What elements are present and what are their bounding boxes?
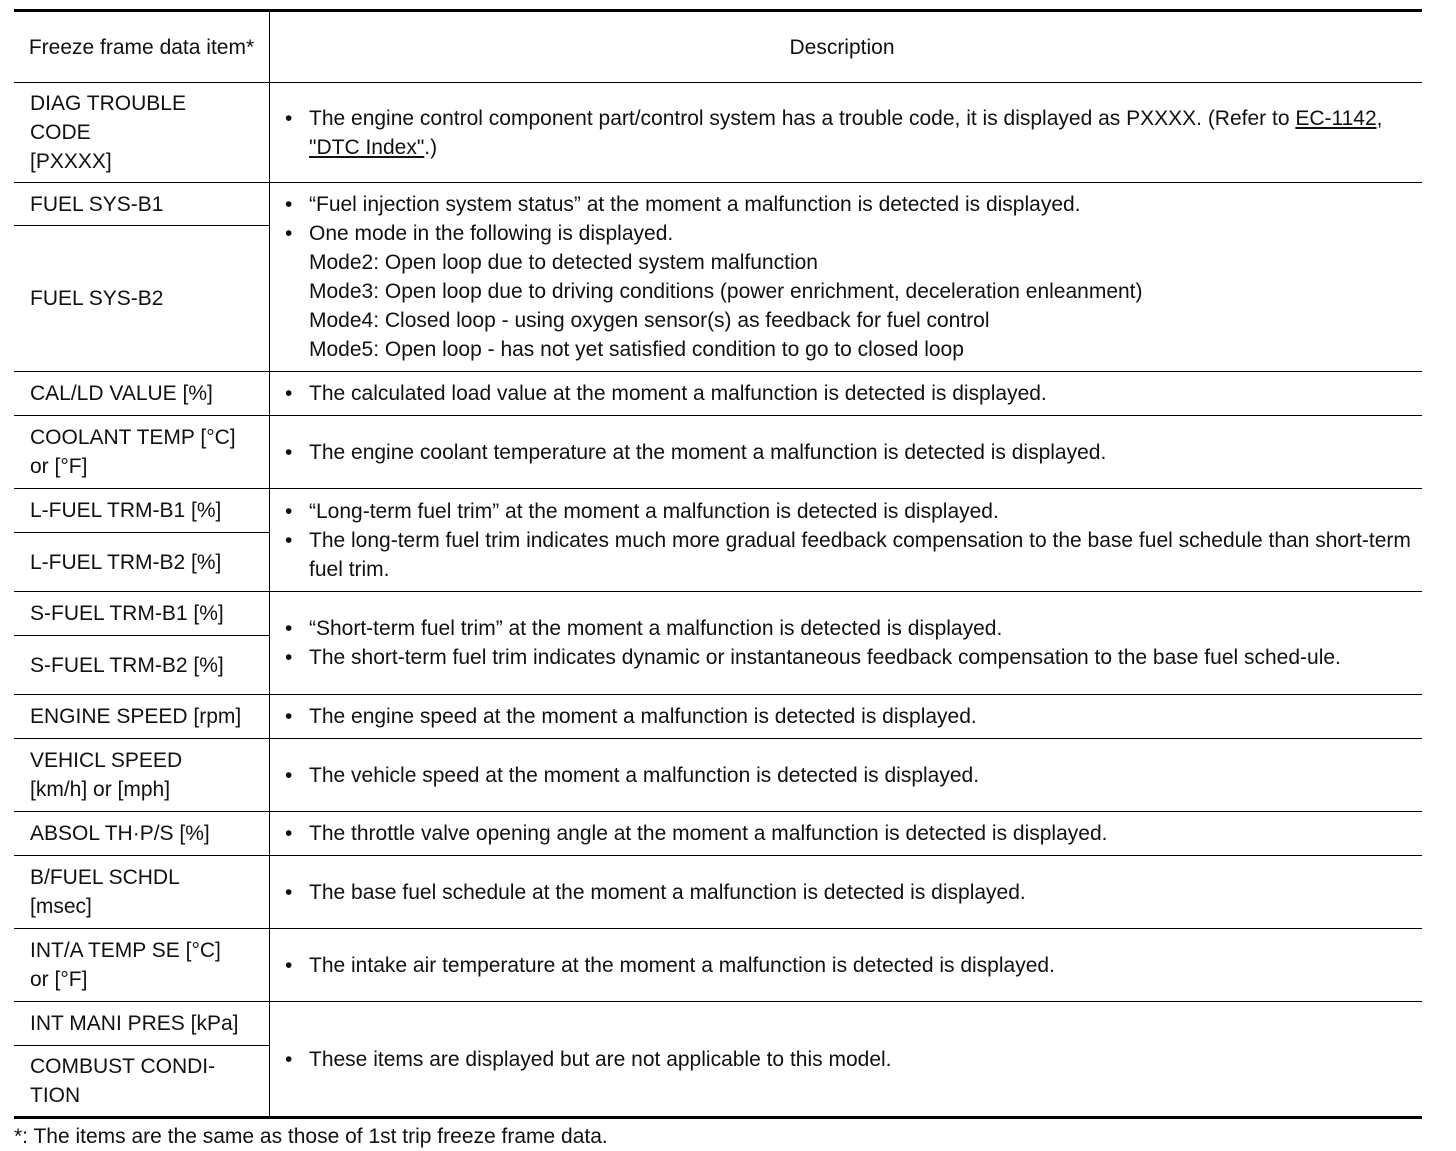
item-cell: VEHICL SPEED [km/h] or [mph] xyxy=(14,739,270,812)
bullet-item xyxy=(285,526,1414,584)
bullet-list xyxy=(285,702,1414,731)
freeze-frame-table xyxy=(14,9,1422,1119)
table-row xyxy=(14,856,1422,929)
description-cell xyxy=(270,1002,1423,1118)
bullet-text: “Short-term fuel trim” at the moment a malfunction is detected is displayed. xyxy=(309,617,1003,640)
description-cell xyxy=(270,183,1423,372)
bullet-item xyxy=(285,819,1414,848)
bullet-text: “Fuel injection system status” at the moment a malfunction is detected is displayed. xyxy=(309,193,1081,216)
table-row xyxy=(14,739,1422,812)
item-cell: INT/A TEMP SE [°C] or [°F] xyxy=(14,929,270,1002)
table-row xyxy=(14,1002,1422,1046)
footnote: *: The items are the same as those of 1st trip freeze frame data. xyxy=(14,1125,608,1148)
table-row xyxy=(14,929,1422,1002)
item-cell: S-FUEL TRM-B1 [%] xyxy=(14,592,270,636)
item-cell: ENGINE SPEED [rpm] xyxy=(14,695,270,739)
item-cell: L-FUEL TRM-B2 [%] xyxy=(14,533,270,592)
bullet-text: .) xyxy=(424,135,438,159)
bullet-text: The throttle valve opening angle at the moment a malfunction is detected is displayed. xyxy=(309,822,1108,845)
bullet-list xyxy=(285,190,1414,364)
bullet-list xyxy=(285,614,1414,672)
bullet-text: The engine speed at the moment a malfunction is detected is displayed. xyxy=(309,705,977,728)
header-description: Description xyxy=(270,11,1423,83)
bullet-item xyxy=(285,614,1414,643)
description-cell xyxy=(270,489,1423,592)
bullet-item xyxy=(285,497,1414,526)
bullet-item xyxy=(285,951,1414,980)
description-cell xyxy=(270,372,1423,416)
description-cell xyxy=(270,929,1423,1002)
bullet-item xyxy=(285,104,1414,162)
bullet-text: The long-term fuel trim indicates much more gradual feedback compensation to the base fuel schedule than short-term fuel trim. xyxy=(309,528,1411,581)
bullet-text: The short-term fuel trim indicates dynamic or instantaneous feedback compensation to the base fuel sched-ule. xyxy=(309,646,1341,669)
bullet-text: “Long-term fuel trim” at the moment a malfunction is detected is displayed. xyxy=(309,499,999,523)
bullet-item xyxy=(285,1045,1414,1074)
bullet-item xyxy=(285,761,1414,790)
table-row xyxy=(14,489,1422,533)
bullet-text: The vehicle speed at the moment a malfunction is detected is displayed. xyxy=(309,763,980,787)
mode-list: Mode2: Open loop due to detected system malfunction Mode3: Open loop due to driving conditions (power enrichment, deceleration enleanment) Mode4: Closed loop - using oxygen sensor(s) as feedback for fuel control Mode5: Open loop - has not yet satisfied condition to go to closed loop xyxy=(309,251,1143,361)
description-cell xyxy=(270,856,1423,929)
header-item: Freeze frame data item* xyxy=(14,11,270,83)
table-row xyxy=(14,592,1422,636)
bullet-text: The intake air temperature at the moment a malfunction is detected is displayed. xyxy=(309,953,1055,977)
bullet-item xyxy=(285,438,1414,467)
description-cell xyxy=(270,83,1423,183)
item-cell: CAL/LD VALUE [%] xyxy=(14,372,270,416)
bullet-item xyxy=(285,379,1414,408)
description-cell xyxy=(270,592,1423,695)
bullet-list xyxy=(285,379,1414,408)
bullet-list xyxy=(285,819,1414,848)
table-row xyxy=(14,83,1422,183)
description-cell xyxy=(270,812,1423,856)
item-cell: B/FUEL SCHDL [msec] xyxy=(14,856,270,929)
table-row xyxy=(14,695,1422,739)
document xyxy=(14,9,1422,1151)
bullet-list xyxy=(285,1045,1414,1074)
bullet-item xyxy=(285,643,1414,672)
table-row xyxy=(14,416,1422,489)
item-cell: L-FUEL TRM-B1 [%] xyxy=(14,489,270,533)
bullet-text: These items are displayed but are not applicable to this model. xyxy=(309,1047,892,1071)
bullet-text: The base fuel schedule at the moment a malfunction is detected is displayed. xyxy=(309,880,1026,904)
table-row xyxy=(14,812,1422,856)
description-cell xyxy=(270,416,1423,489)
item-cell: INT MANI PRES [kPa] xyxy=(14,1002,270,1046)
item-cell: FUEL SYS-B2 xyxy=(14,226,270,372)
bullet-list xyxy=(285,438,1414,467)
dtc-index-link[interactable]: EC-1142, "DTC Index" xyxy=(309,106,1383,159)
bullet-item xyxy=(285,702,1414,731)
item-cell: DIAG TROUBLE CODE [PXXXX] xyxy=(14,83,270,183)
bullet-text: The engine coolant temperature at the moment a malfunction is detected is displayed. xyxy=(309,440,1107,464)
bullet-list xyxy=(285,761,1414,790)
item-cell: COMBUST CONDI- TION xyxy=(14,1046,270,1118)
bullet-list xyxy=(285,497,1414,584)
item-cell: COOLANT TEMP [°C] or [°F] xyxy=(14,416,270,489)
item-cell: FUEL SYS-B1 xyxy=(14,183,270,226)
bullet-item xyxy=(285,190,1414,219)
description-cell xyxy=(270,739,1423,812)
description-cell xyxy=(270,695,1423,739)
bullet-list xyxy=(285,104,1414,162)
bullet-text: The engine control component part/control system has a trouble code, it is displayed as PXXXX. (Refer to xyxy=(309,106,1296,130)
bullet-list xyxy=(285,951,1414,980)
table-row xyxy=(14,372,1422,416)
bullet-item xyxy=(285,219,1414,364)
bullet-text: One mode in the following is displayed. xyxy=(309,222,674,245)
bullet-item xyxy=(285,878,1414,907)
table-header-row xyxy=(14,11,1422,83)
table-row xyxy=(14,183,1422,226)
bullet-list xyxy=(285,878,1414,907)
bullet-text: The calculated load value at the moment a malfunction is detected is displayed. xyxy=(309,382,1047,405)
item-cell: S-FUEL TRM-B2 [%] xyxy=(14,636,270,695)
table-body xyxy=(14,83,1422,1118)
item-cell: ABSOL TH·P/S [%] xyxy=(14,812,270,856)
